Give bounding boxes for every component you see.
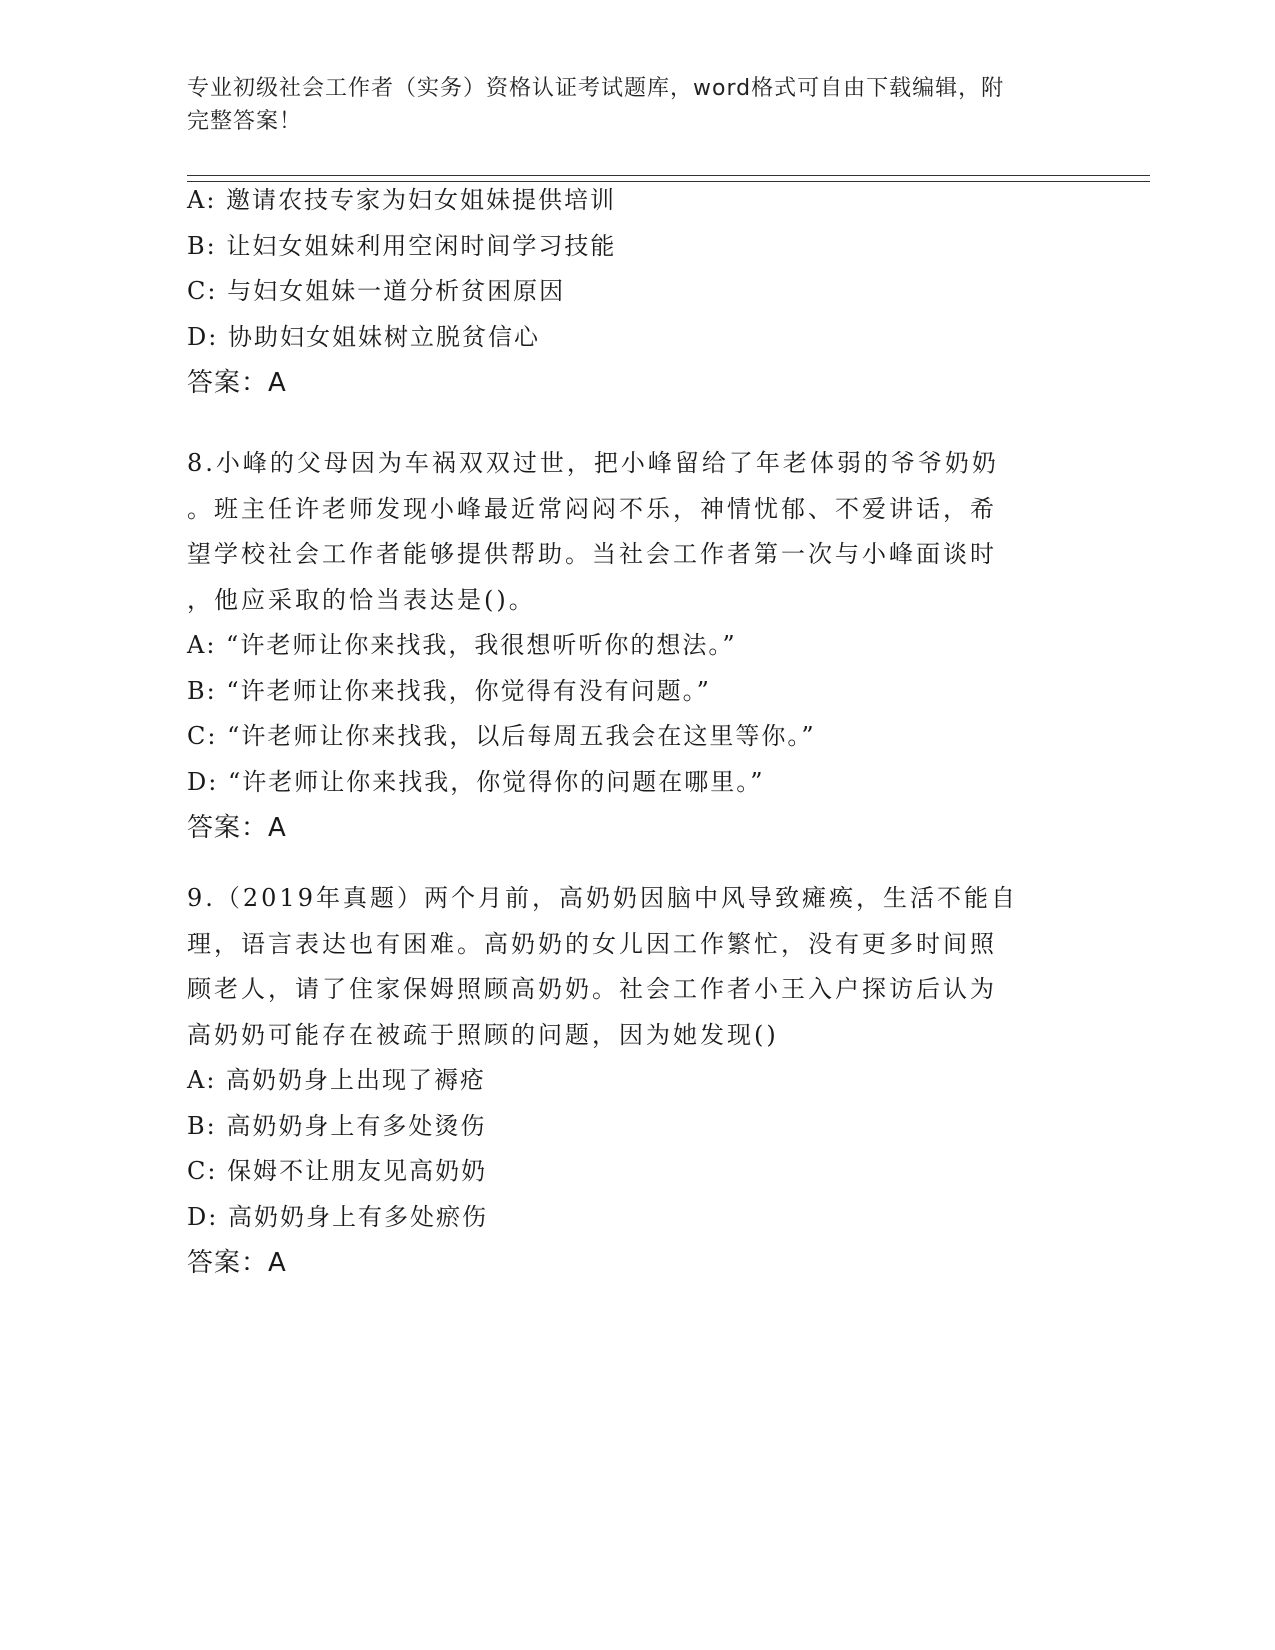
page-header [187,72,1067,138]
option-b: B: “许老师让你来找我，你觉得有没有问题。” [187,676,711,705]
answer-label: 答案：A [187,368,287,398]
header-divider-top [187,175,1150,176]
option-b: B: 让妇女姐妹利用空闲时间学习技能 [187,231,617,260]
question-stem-line: 顾老人，请了住家保姆照顾高奶奶。社会工作者小王入户探访后认为 [187,975,997,1003]
option-c: C: 保姆不让朋友见高奶奶 [187,1157,488,1185]
option-a: A: 邀请农技专家为妇女姐妹提供培训 [187,186,617,214]
question-stem-line: 理，语言表达也有困难。高奶奶的女儿因工作繁忙，没有更多时间照 [187,929,997,958]
option-d: D: “许老师让你来找我，你觉得你的问题在哪里。” [187,767,765,796]
option-a: A: 高奶奶身上出现了褥疮 [187,1066,487,1094]
question-9 [187,876,1067,1286]
question-7 [187,178,1067,406]
option-c: C: “许老师让你来找我，以后每周五我会在这里等你。” [187,722,816,750]
option-b: B: 高奶奶身上有多处烫伤 [187,1111,487,1140]
question-stem-line: 8.小峰的父母因为车祸双双过世，把小峰留给了年老体弱的爷爷奶奶 [187,449,999,477]
question-stem-line: 高奶奶可能存在被疏于照顾的问题，因为她发现() [187,1020,779,1049]
question-stem-line: 。班主任许老师发现小峰最近常闷闷不乐，神情忧郁、不爱讲话，希 [187,494,997,523]
question-stem-line: 9.（2019年真题）两个月前，高奶奶因脑中风导致瘫痪，生活不能自 [187,884,1018,912]
option-a: A: “许老师让你来找我，我很想听听你的想法。” [187,631,737,659]
question-stem-line: 望学校社会工作者能够提供帮助。当社会工作者第一次与小峰面谈时 [187,540,997,568]
option-c: C: 与妇女姐妹一道分析贫困原因 [187,277,566,305]
question-8 [187,441,1067,851]
header-line-2: 完整答案！ [187,109,303,134]
option-d: D: 协助妇女姐妹树立脱贫信心 [187,322,540,351]
option-d: D: 高奶奶身上有多处瘀伤 [187,1202,488,1231]
answer-label: 答案：A [187,1248,287,1278]
question-stem-line: ，他应采取的恰当表达是()。 [187,585,536,614]
header-line-1: 专业初级社会工作者（实务）资格认证考试题库，word格式可自由下载编辑，附 [187,76,1005,101]
answer-label: 答案：A [187,813,287,843]
